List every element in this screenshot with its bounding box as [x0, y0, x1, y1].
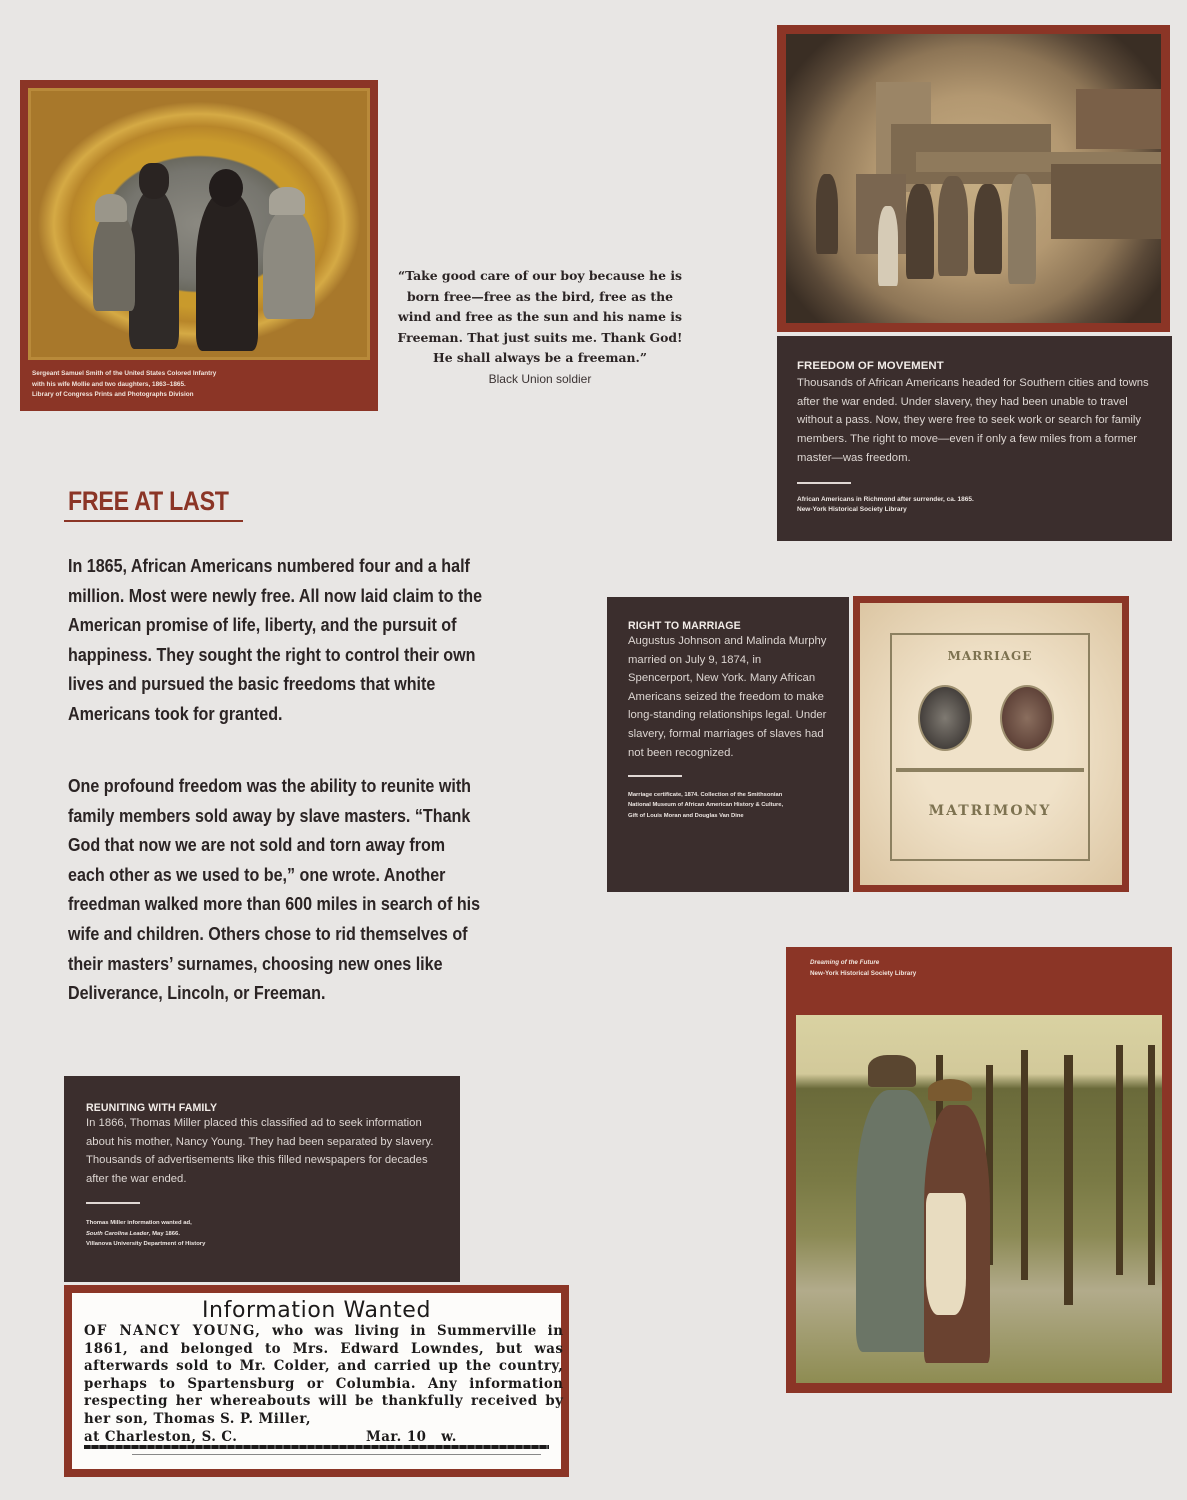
photo-credit — [628, 790, 828, 821]
ad-text: who was living in Summerville in 1861, and belonged to Mrs. Edward Lowndes, but was afterwards sold to Mr. Colder, and carried up the country, perhaps to Spartensburg or Columbia. Any information respecting her whereabouts will be thankfully received by her son, Thomas S. P. Miller, — [84, 1323, 564, 1427]
mother-figure — [196, 191, 258, 351]
ad-code: w. — [441, 1428, 457, 1445]
classified-ad — [72, 1293, 564, 1469]
tree — [1148, 1045, 1155, 1285]
person-figure — [974, 184, 1002, 274]
panel-heading: RIGHT TO MARRIAGE — [628, 620, 741, 632]
page-title: FREE AT LAST — [68, 486, 229, 516]
soldier-head — [139, 163, 169, 199]
tree — [1064, 1055, 1073, 1305]
certificate-title: MATRIMONY — [928, 803, 1052, 819]
dreaming-of-the-future-frame — [786, 947, 1172, 1393]
soldier-quote — [395, 266, 685, 386]
woman-hat — [928, 1079, 972, 1101]
ad-body — [84, 1323, 563, 1446]
ad-date: Mar. 10 — [366, 1428, 427, 1445]
richmond-photo-image — [786, 34, 1161, 323]
family-portrait-image — [28, 88, 370, 360]
family-portrait-frame — [20, 80, 378, 411]
caption-credit: Library of Congress Prints and Photographs Division — [32, 391, 194, 398]
panel-heading: REUNITING WITH FAMILY — [86, 1102, 218, 1114]
person-figure — [1008, 174, 1036, 284]
person-figure — [906, 184, 934, 279]
caption-line: with his wife Mollie and two daughters, 1863–1865. — [32, 380, 186, 388]
certificate-line — [896, 768, 1084, 772]
soldier-figure — [129, 189, 179, 349]
photo-caption — [796, 947, 1162, 1015]
body-paragraph: In 1865, African Americans numbered four and a half million. Most were newly free. All now laid claim to the American promise of life, liberty, and the pursuit of happiness. They sought the right to control their own lives and pursued the basic freedoms that white Americans took for granted. — [68, 555, 483, 724]
bride-portrait — [1000, 685, 1054, 751]
ad-bottom-rule — [132, 1454, 541, 1455]
ad-footer — [84, 1429, 563, 1447]
divider — [86, 1202, 140, 1204]
ad-lead: OF NANCY YOUNG, — [84, 1323, 262, 1339]
credit-line: African Americans in Richmond after surrender, ca. 1865. — [797, 495, 974, 503]
ad-title: Information Wanted — [201, 1298, 432, 1323]
panel-body: Augustus Johnson and Malinda Murphy married on July 9, 1874, in Spencerport, New York. Many African Americans seized the freedom to make long-standing relationships legal. Under slavery, formal marriages of slaves had not been recognized. — [628, 635, 827, 759]
right-to-marriage-panel — [607, 597, 849, 892]
caption-title: Dreaming of the Future — [810, 959, 880, 966]
family-portrait-caption — [28, 360, 370, 401]
photo-credit — [86, 1218, 438, 1250]
tree — [1116, 1045, 1123, 1275]
divider — [797, 482, 851, 484]
credit-line: New-York Historical Society Library — [797, 506, 907, 514]
credit-line: Thomas Miller information wanted ad, — [86, 1220, 192, 1226]
mother-bonnet — [209, 169, 243, 207]
caption-line: Sergeant Samuel Smith of the United States Colored Infantry — [32, 370, 217, 377]
child-figure — [878, 206, 898, 286]
man-hat — [868, 1055, 916, 1087]
body-paragraph: One profound freedom was the ability to reunite with family members sold away by slave masters. “Thank God that now we are not sold and torn away from each other as we used to be,” one wrote. Another freedman walked more than 600 miles in search of his wife and children. Others chose to rid themselves of their masters’ surnames, choosing new ones like Deliverance, Lincoln, or Freeman. — [68, 775, 481, 1004]
credit-date: , May 1866. — [148, 1230, 180, 1237]
daughter-left-hat — [95, 194, 127, 222]
caption-source: New-York Historical Society Library — [810, 969, 917, 977]
person-figure — [816, 174, 838, 254]
credit-line: Gift of Louis Moran and Douglas Van Dine — [628, 812, 744, 819]
dreaming-of-the-future-image — [796, 1015, 1162, 1383]
newspaper-name: South Carolina Leader — [86, 1230, 149, 1237]
classified-ad-frame — [64, 1285, 569, 1477]
freedom-of-movement-panel — [777, 336, 1172, 541]
credit-line: Marriage certificate, 1874. Collection of the Smithsonian — [628, 792, 783, 799]
credit-line — [86, 1229, 438, 1240]
certificate-heading: MARRIAGE — [947, 649, 1033, 663]
photo-credit — [797, 495, 1152, 516]
apron — [926, 1193, 966, 1315]
marriage-certificate-frame — [853, 596, 1129, 892]
daughter-right-hat — [269, 187, 305, 215]
groom-portrait — [918, 685, 972, 751]
title-underline — [64, 520, 243, 522]
ruin-building — [1076, 89, 1161, 149]
panel-heading: FREEDOM OF MOVEMENT — [797, 360, 944, 372]
richmond-photo-frame — [777, 25, 1170, 332]
credit-line: Villanova University Department of History — [86, 1241, 206, 1247]
tree — [1021, 1050, 1028, 1280]
credit-line: National Museum of African American History & Culture, — [628, 802, 784, 809]
shed — [1051, 164, 1161, 239]
reuniting-with-family-panel — [64, 1076, 460, 1282]
panel-body: In 1866, Thomas Miller placed this classified ad to seek information about his mother, Nancy Young. They had been separated by slavery. Thousands of advertisements like this filled newspapers for decades after the war ended. — [86, 1117, 434, 1185]
panel-body: Thousands of African Americans headed for Southern cities and towns after the war ended. Under slavery, they had been unable to travel without a pass. Now, they were free to seek work or search for family members. The right to move—even if only a few miles from a former master—was freedom. — [797, 377, 1149, 464]
ad-bottom-rule — [84, 1445, 549, 1449]
divider — [628, 775, 682, 777]
daughter-right-figure — [263, 209, 315, 319]
ad-place: at Charleston, S. C. — [84, 1428, 238, 1445]
quote-text: “Take good care of our boy because he is born free—free as the bird, free as the wind and free as the sun and his name is Freeman. That just suits me. Thank God! He shall always be a freeman.” — [397, 268, 683, 366]
marriage-certificate-image — [860, 603, 1122, 885]
daughter-left-figure — [93, 211, 135, 311]
person-figure — [938, 176, 968, 276]
certificate-border — [890, 633, 1090, 861]
quote-attribution: Black Union soldier — [488, 371, 592, 386]
